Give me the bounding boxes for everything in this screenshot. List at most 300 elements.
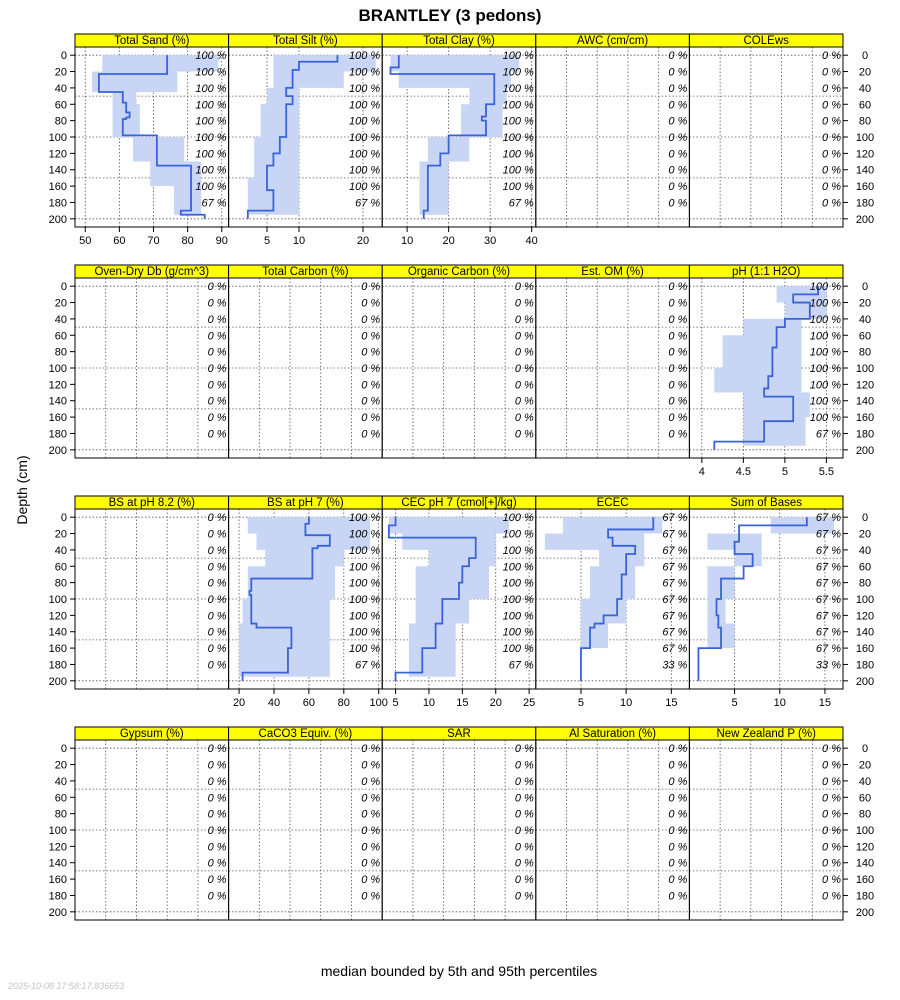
pedon-percent-label: 0 % bbox=[668, 808, 688, 821]
y-tick-label: 120 bbox=[48, 379, 67, 392]
panel-strip-label: Al Saturation (%) bbox=[569, 728, 657, 740]
pedon-percent-label: 67 % bbox=[815, 428, 841, 441]
y-tick-label: 20 bbox=[858, 759, 872, 772]
pedon-percent-label: 0 % bbox=[514, 412, 534, 425]
pedon-percent-label: 0 % bbox=[361, 379, 381, 392]
pedon-percent-label: 67 % bbox=[815, 544, 841, 557]
pedon-percent-label: 0 % bbox=[207, 561, 227, 574]
pedon-percent-label: 0 % bbox=[207, 577, 227, 590]
y-tick-label: 180 bbox=[48, 659, 67, 672]
percentile-band bbox=[545, 517, 662, 648]
x-tick-label: 10 bbox=[422, 697, 436, 709]
y-tick-label: 120 bbox=[855, 841, 875, 854]
pedon-percent-label: 67 % bbox=[662, 528, 688, 541]
pedon-percent-label: 100 % bbox=[348, 528, 381, 541]
pedon-percent-label: 0 % bbox=[668, 841, 688, 854]
pedon-percent-label: 0 % bbox=[361, 313, 381, 326]
pedon-percent-label: 0 % bbox=[514, 808, 534, 821]
y-tick-label: 200 bbox=[855, 675, 875, 688]
x-axis-caption: median bounded by 5th and 95th percentiles bbox=[320, 963, 598, 979]
pedon-percent-label: 0 % bbox=[822, 132, 841, 144]
y-tick-label: 140 bbox=[855, 626, 875, 639]
pedon-percent-label: 0 % bbox=[361, 890, 381, 903]
y-tick-label: 40 bbox=[54, 544, 67, 557]
pedon-percent-label: 0 % bbox=[668, 197, 688, 210]
y-tick-label: 60 bbox=[858, 99, 872, 112]
y-tick-label: 60 bbox=[54, 561, 67, 574]
pedon-percent-label: 67 % bbox=[508, 659, 534, 672]
y-tick-label: 140 bbox=[48, 626, 67, 639]
pedon-percent-label: 0 % bbox=[514, 743, 534, 756]
pedon-percent-label: 67 % bbox=[662, 610, 688, 623]
y-tick-label: 80 bbox=[54, 115, 67, 128]
panel-strip-label: BS at pH 8.2 (%) bbox=[108, 497, 195, 509]
pedon-percent-label: 100 % bbox=[195, 66, 227, 79]
y-tick-label: 160 bbox=[48, 643, 67, 656]
pedon-percent-label: 67 % bbox=[815, 626, 841, 639]
pedon-percent-label: 67 % bbox=[662, 512, 688, 525]
x-tick-label: 60 bbox=[113, 235, 126, 247]
pedon-percent-label: 0 % bbox=[822, 825, 841, 837]
pedon-percent-label: 100 % bbox=[502, 528, 534, 541]
panel-11 bbox=[49, 496, 229, 689]
pedon-percent-label: 67 % bbox=[662, 544, 688, 557]
x-tick-label: 10 bbox=[292, 235, 306, 247]
panel-gridlines bbox=[382, 740, 536, 920]
pedon-percent-label: 100 % bbox=[195, 115, 227, 128]
pedon-percent-label: 100 % bbox=[809, 330, 841, 343]
x-tick-label: 25 bbox=[522, 697, 536, 709]
x-tick-label: 30 bbox=[484, 235, 497, 247]
pedon-percent-label: 0 % bbox=[207, 874, 227, 887]
y-tick-label: 80 bbox=[54, 346, 67, 359]
pedon-percent-label: 0 % bbox=[668, 792, 688, 805]
pedon-percent-label: 0 % bbox=[207, 412, 227, 425]
pedon-percent-label: 0 % bbox=[207, 330, 227, 343]
panel-8 bbox=[382, 265, 536, 458]
pedon-percent-label: 0 % bbox=[822, 148, 841, 161]
pedon-percent-label: 0 % bbox=[207, 841, 227, 854]
x-tick-label: 20 bbox=[489, 697, 502, 709]
pedon-percent-label: 0 % bbox=[668, 857, 688, 870]
y-tick-label: 40 bbox=[858, 313, 872, 326]
pedon-percent-label: 67 % bbox=[815, 643, 841, 656]
pedon-percent-label: 0 % bbox=[822, 82, 841, 95]
panel-strip-label: AWC (cm/cm) bbox=[577, 35, 649, 47]
y-tick-label: 140 bbox=[855, 395, 875, 408]
y-tick-label: 0 bbox=[861, 50, 869, 63]
pedon-percent-label: 100 % bbox=[502, 594, 534, 606]
panel-strip-label: pH (1:1 H2O) bbox=[732, 266, 801, 278]
y-tick-label: 20 bbox=[54, 528, 67, 541]
y-tick-label: 40 bbox=[858, 82, 872, 95]
pedon-percent-label: 0 % bbox=[822, 890, 841, 903]
pedon-percent-label: 0 % bbox=[207, 759, 227, 772]
pedon-percent-label: 33 % bbox=[815, 659, 841, 672]
panel-2 bbox=[229, 34, 383, 247]
panel-4 bbox=[536, 34, 690, 227]
panel-strip-label: ECEC bbox=[596, 497, 629, 509]
y-tick-label: 180 bbox=[48, 197, 67, 210]
panel-17 bbox=[229, 727, 383, 920]
y-tick-label: 120 bbox=[855, 610, 875, 623]
panel-gridlines bbox=[689, 47, 843, 227]
pedon-percent-label: 0 % bbox=[361, 743, 381, 756]
pedon-percent-label: 100 % bbox=[809, 346, 841, 359]
y-tick-label: 0 bbox=[60, 50, 67, 63]
panel-16 bbox=[49, 727, 229, 920]
pedon-percent-label: 100 % bbox=[195, 99, 227, 112]
pedon-percent-label: 100 % bbox=[502, 561, 534, 574]
chart-title: BRANTLEY (3 pedons) bbox=[358, 6, 542, 25]
pedon-percent-label: 0 % bbox=[361, 412, 381, 425]
x-tick-label: 5 bbox=[577, 697, 585, 709]
y-tick-label: 180 bbox=[855, 890, 875, 903]
panel-9 bbox=[536, 265, 690, 458]
pedon-percent-label: 0 % bbox=[207, 659, 227, 672]
pedon-percent-label: 0 % bbox=[207, 626, 227, 639]
pedon-percent-label: 0 % bbox=[822, 181, 841, 194]
x-tick-label: 20 bbox=[442, 235, 455, 247]
y-tick-label: 20 bbox=[54, 759, 67, 772]
y-tick-label: 0 bbox=[861, 512, 869, 525]
y-tick-label: 100 bbox=[855, 132, 875, 144]
pedon-percent-label: 0 % bbox=[361, 346, 381, 359]
pedon-percent-label: 100 % bbox=[348, 561, 381, 574]
y-tick-label: 200 bbox=[855, 444, 875, 457]
y-tick-label: 60 bbox=[858, 792, 872, 805]
pedon-percent-label: 0 % bbox=[207, 610, 227, 623]
x-tick-label: 15 bbox=[456, 697, 469, 709]
pedon-percent-label: 100 % bbox=[809, 379, 841, 392]
y-tick-label: 40 bbox=[54, 313, 67, 326]
pedon-percent-label: 100 % bbox=[809, 363, 841, 375]
x-tick-label: 40 bbox=[267, 697, 281, 709]
pedon-percent-label: 0 % bbox=[668, 363, 688, 375]
x-tick-label: 10 bbox=[400, 235, 414, 247]
panel-strip-label: Total Carbon (%) bbox=[262, 266, 349, 278]
panel-1 bbox=[49, 34, 229, 247]
pedon-percent-label: 0 % bbox=[822, 197, 841, 210]
pedon-percent-label: 100 % bbox=[195, 181, 227, 194]
panel-gridlines bbox=[229, 740, 383, 920]
pedon-percent-label: 0 % bbox=[361, 775, 381, 788]
pedon-percent-label: 67 % bbox=[662, 626, 688, 639]
panel-gridlines bbox=[536, 740, 690, 920]
pedon-percent-label: 100 % bbox=[502, 512, 534, 525]
y-tick-label: 160 bbox=[48, 412, 67, 425]
x-tick-label: 5 bbox=[263, 235, 271, 247]
pedon-percent-label: 0 % bbox=[514, 890, 534, 903]
x-tick-label: 5.5 bbox=[818, 466, 835, 478]
y-tick-label: 20 bbox=[858, 528, 872, 541]
y-tick-label: 40 bbox=[858, 544, 872, 557]
y-tick-label: 80 bbox=[54, 808, 67, 821]
pedon-percent-label: 100 % bbox=[502, 610, 534, 623]
pedon-percent-label: 0 % bbox=[514, 363, 534, 375]
pedon-percent-label: 0 % bbox=[668, 181, 688, 194]
pedon-percent-label: 100 % bbox=[195, 82, 227, 95]
y-tick-label: 140 bbox=[48, 395, 67, 408]
pedon-percent-label: 100 % bbox=[348, 50, 381, 63]
pedon-percent-label: 67 % bbox=[508, 197, 534, 210]
y-tick-label: 180 bbox=[855, 197, 875, 210]
x-tick-label: 20 bbox=[232, 697, 246, 709]
y-tick-label: 100 bbox=[48, 363, 67, 375]
pedon-percent-label: 100 % bbox=[348, 594, 381, 606]
render-timestamp: 2025-10-08 17:58:17.836653 bbox=[8, 981, 125, 991]
y-tick-label: 160 bbox=[855, 643, 875, 656]
pedon-percent-label: 0 % bbox=[822, 841, 841, 854]
x-tick-label: 15 bbox=[818, 697, 832, 709]
pedon-percent-label: 0 % bbox=[207, 428, 227, 441]
pedon-percent-label: 100 % bbox=[502, 577, 534, 590]
panel-20 bbox=[689, 727, 874, 920]
pedon-percent-label: 0 % bbox=[514, 395, 534, 408]
x-tick-label: 10 bbox=[620, 697, 633, 709]
panel-strip-label: New Zealand P (%) bbox=[716, 728, 816, 740]
pedon-percent-label: 0 % bbox=[361, 857, 381, 870]
pedon-percent-label: 0 % bbox=[668, 99, 688, 112]
pedon-percent-label: 0 % bbox=[822, 792, 841, 805]
pedon-percent-label: 100 % bbox=[348, 115, 381, 128]
pedon-percent-label: 0 % bbox=[514, 281, 534, 294]
panel-gridlines bbox=[382, 278, 536, 458]
y-tick-label: 60 bbox=[54, 99, 67, 112]
pedon-percent-label: 0 % bbox=[361, 841, 381, 854]
pedon-percent-label: 0 % bbox=[822, 115, 841, 128]
y-tick-label: 120 bbox=[48, 610, 67, 623]
pedon-percent-label: 100 % bbox=[348, 164, 381, 177]
x-tick-label: 20 bbox=[356, 235, 370, 247]
y-tick-label: 20 bbox=[858, 297, 872, 310]
x-tick-label: 90 bbox=[215, 235, 228, 247]
pedon-percent-label: 0 % bbox=[514, 841, 534, 854]
panel-strip-label: CEC pH 7 (cmol[+]/kg) bbox=[401, 497, 517, 509]
pedon-percent-label: 100 % bbox=[502, 99, 534, 112]
pedon-percent-label: 0 % bbox=[207, 825, 227, 837]
panel-18 bbox=[382, 727, 536, 920]
pedon-percent-label: 67 % bbox=[662, 577, 688, 590]
pedon-percent-label: 0 % bbox=[822, 66, 841, 79]
pedon-percent-label: 67 % bbox=[815, 577, 841, 590]
pedon-percent-label: 0 % bbox=[822, 808, 841, 821]
y-tick-label: 0 bbox=[60, 512, 67, 525]
pedon-percent-label: 0 % bbox=[514, 346, 534, 359]
panel-13 bbox=[382, 496, 536, 709]
y-tick-label: 140 bbox=[855, 857, 875, 870]
pedon-percent-label: 0 % bbox=[207, 379, 227, 392]
panel-3 bbox=[382, 34, 538, 247]
pedon-percent-label: 0 % bbox=[514, 775, 534, 788]
pedon-percent-label: 0 % bbox=[822, 759, 841, 772]
pedon-percent-label: 100 % bbox=[348, 626, 381, 639]
panel-6 bbox=[49, 265, 229, 458]
pedon-percent-label: 0 % bbox=[668, 82, 688, 95]
pedon-percent-label: 67 % bbox=[815, 561, 841, 574]
panel-gridlines bbox=[536, 47, 690, 227]
pedon-percent-label: 100 % bbox=[348, 610, 381, 623]
pedon-percent-label: 0 % bbox=[361, 874, 381, 887]
pedon-percent-label: 0 % bbox=[361, 281, 381, 294]
pedon-percent-label: 100 % bbox=[502, 643, 534, 656]
y-tick-label: 180 bbox=[48, 890, 67, 903]
pedon-percent-label: 0 % bbox=[207, 792, 227, 805]
pedon-percent-label: 100 % bbox=[502, 626, 534, 639]
pedon-percent-label: 100 % bbox=[348, 82, 381, 95]
pedon-percent-label: 0 % bbox=[668, 775, 688, 788]
pedon-percent-label: 0 % bbox=[361, 759, 381, 772]
y-tick-label: 100 bbox=[855, 594, 875, 606]
pedon-percent-label: 67 % bbox=[815, 610, 841, 623]
y-tick-label: 180 bbox=[48, 428, 67, 441]
y-tick-label: 140 bbox=[48, 857, 67, 870]
y-tick-label: 160 bbox=[48, 181, 67, 194]
pedon-percent-label: 0 % bbox=[207, 857, 227, 870]
pedon-percent-label: 0 % bbox=[668, 164, 688, 177]
y-tick-label: 160 bbox=[855, 412, 875, 425]
pedon-percent-label: 0 % bbox=[207, 775, 227, 788]
y-tick-label: 60 bbox=[54, 792, 67, 805]
pedon-percent-label: 0 % bbox=[822, 743, 841, 756]
pedon-percent-label: 100 % bbox=[502, 148, 534, 161]
y-tick-label: 0 bbox=[861, 281, 869, 294]
pedon-percent-label: 0 % bbox=[668, 379, 688, 392]
pedon-percent-label: 0 % bbox=[514, 857, 534, 870]
pedon-percent-label: 0 % bbox=[514, 874, 534, 887]
y-tick-label: 100 bbox=[48, 132, 67, 144]
y-tick-label: 40 bbox=[858, 775, 872, 788]
pedon-percent-label: 67 % bbox=[201, 197, 227, 210]
x-tick-label: 40 bbox=[525, 235, 538, 247]
pedon-percent-label: 67 % bbox=[662, 643, 688, 656]
pedon-percent-label: 100 % bbox=[809, 412, 841, 425]
y-tick-label: 20 bbox=[858, 66, 872, 79]
pedon-percent-label: 0 % bbox=[207, 594, 227, 606]
y-tick-label: 200 bbox=[48, 906, 67, 919]
pedon-percent-label: 67 % bbox=[355, 659, 381, 672]
pedon-percent-label: 100 % bbox=[809, 395, 841, 408]
pedon-percent-label: 100 % bbox=[348, 132, 381, 144]
pedon-percent-label: 0 % bbox=[514, 313, 534, 326]
y-tick-label: 60 bbox=[54, 330, 67, 343]
panel-strip-label: CaCO3 Equiv. (%) bbox=[258, 728, 353, 740]
y-tick-label: 60 bbox=[858, 561, 872, 574]
pedon-percent-label: 100 % bbox=[195, 148, 227, 161]
pedon-percent-label: 67 % bbox=[662, 561, 688, 574]
pedon-percent-label: 0 % bbox=[514, 297, 534, 310]
x-tick-label: 100 bbox=[369, 697, 388, 709]
y-tick-label: 200 bbox=[48, 213, 67, 226]
pedon-percent-label: 0 % bbox=[207, 297, 227, 310]
pedon-percent-label: 0 % bbox=[668, 428, 688, 441]
y-tick-label: 180 bbox=[855, 659, 875, 672]
pedon-percent-label: 100 % bbox=[195, 164, 227, 177]
pedon-percent-label: 0 % bbox=[207, 512, 227, 525]
y-tick-label: 160 bbox=[855, 181, 875, 194]
pedon-percent-label: 0 % bbox=[668, 759, 688, 772]
panel-12 bbox=[229, 496, 388, 709]
pedon-percent-label: 0 % bbox=[361, 808, 381, 821]
panel-gridlines bbox=[536, 278, 690, 458]
y-tick-label: 100 bbox=[855, 363, 875, 375]
panel-strip-label: Sum of Bases bbox=[730, 497, 802, 509]
x-tick-label: 10 bbox=[773, 697, 786, 709]
y-tick-label: 200 bbox=[855, 213, 875, 226]
pedon-percent-label: 0 % bbox=[361, 395, 381, 408]
pedon-percent-label: 100 % bbox=[809, 313, 841, 326]
x-tick-label: 4.5 bbox=[735, 466, 752, 478]
y-tick-label: 200 bbox=[855, 906, 875, 919]
pedon-percent-label: 0 % bbox=[668, 346, 688, 359]
y-tick-label: 80 bbox=[858, 577, 872, 590]
y-tick-label: 160 bbox=[855, 874, 875, 887]
panel-strip-label: Organic Carbon (%) bbox=[407, 266, 511, 278]
y-tick-label: 120 bbox=[855, 148, 875, 161]
y-tick-label: 140 bbox=[855, 164, 875, 177]
pedon-percent-label: 0 % bbox=[668, 115, 688, 128]
pedon-percent-label: 0 % bbox=[207, 346, 227, 359]
y-tick-label: 60 bbox=[858, 330, 872, 343]
pedon-percent-label: 0 % bbox=[668, 743, 688, 756]
y-tick-label: 40 bbox=[54, 775, 67, 788]
y-tick-label: 160 bbox=[48, 874, 67, 887]
pedon-percent-label: 0 % bbox=[668, 132, 688, 144]
y-tick-label: 100 bbox=[48, 825, 67, 837]
pedon-percent-label: 0 % bbox=[822, 775, 841, 788]
pedon-percent-label: 67 % bbox=[662, 594, 688, 606]
pedon-percent-label: 0 % bbox=[207, 363, 227, 375]
pedon-percent-label: 33 % bbox=[662, 659, 688, 672]
pedon-percent-label: 0 % bbox=[668, 412, 688, 425]
y-tick-label: 100 bbox=[48, 594, 67, 606]
pedon-percent-label: 100 % bbox=[809, 281, 841, 294]
panel-strip-label: BS at pH 7 (%) bbox=[267, 497, 344, 509]
pedon-percent-label: 0 % bbox=[361, 792, 381, 805]
y-tick-label: 80 bbox=[858, 115, 872, 128]
x-tick-label: 60 bbox=[302, 697, 316, 709]
y-axis-label: Depth (cm) bbox=[14, 455, 30, 525]
pedon-percent-label: 100 % bbox=[348, 544, 381, 557]
panel-14 bbox=[536, 496, 690, 709]
panel-strip-label: Total Silt (%) bbox=[273, 35, 338, 47]
pedon-percent-label: 0 % bbox=[207, 643, 227, 656]
pedon-percent-label: 100 % bbox=[502, 50, 534, 63]
panel-7 bbox=[229, 265, 383, 458]
pedon-percent-label: 0 % bbox=[668, 66, 688, 79]
pedon-percent-label: 0 % bbox=[207, 890, 227, 903]
panel-gridlines bbox=[689, 740, 843, 920]
panel-strip-label: Oven-Dry Db (g/cm^3) bbox=[94, 266, 210, 278]
pedon-percent-label: 0 % bbox=[668, 890, 688, 903]
x-tick-label: 5 bbox=[781, 466, 788, 478]
y-tick-label: 140 bbox=[48, 164, 67, 177]
y-tick-label: 200 bbox=[48, 675, 67, 688]
y-tick-label: 200 bbox=[48, 444, 67, 457]
pedon-percent-label: 0 % bbox=[361, 297, 381, 310]
y-tick-label: 40 bbox=[54, 82, 67, 95]
panel-gridlines bbox=[75, 278, 229, 458]
pedon-percent-label: 0 % bbox=[822, 99, 841, 112]
pedon-percent-label: 100 % bbox=[348, 181, 381, 194]
pedon-percent-label: 100 % bbox=[502, 82, 534, 95]
pedon-percent-label: 0 % bbox=[207, 395, 227, 408]
pedon-percent-label: 0 % bbox=[514, 792, 534, 805]
panel-strip-label: Total Clay (%) bbox=[423, 35, 495, 47]
panel-19 bbox=[536, 727, 690, 920]
pedon-percent-label: 100 % bbox=[195, 132, 227, 144]
y-tick-label: 120 bbox=[48, 841, 67, 854]
